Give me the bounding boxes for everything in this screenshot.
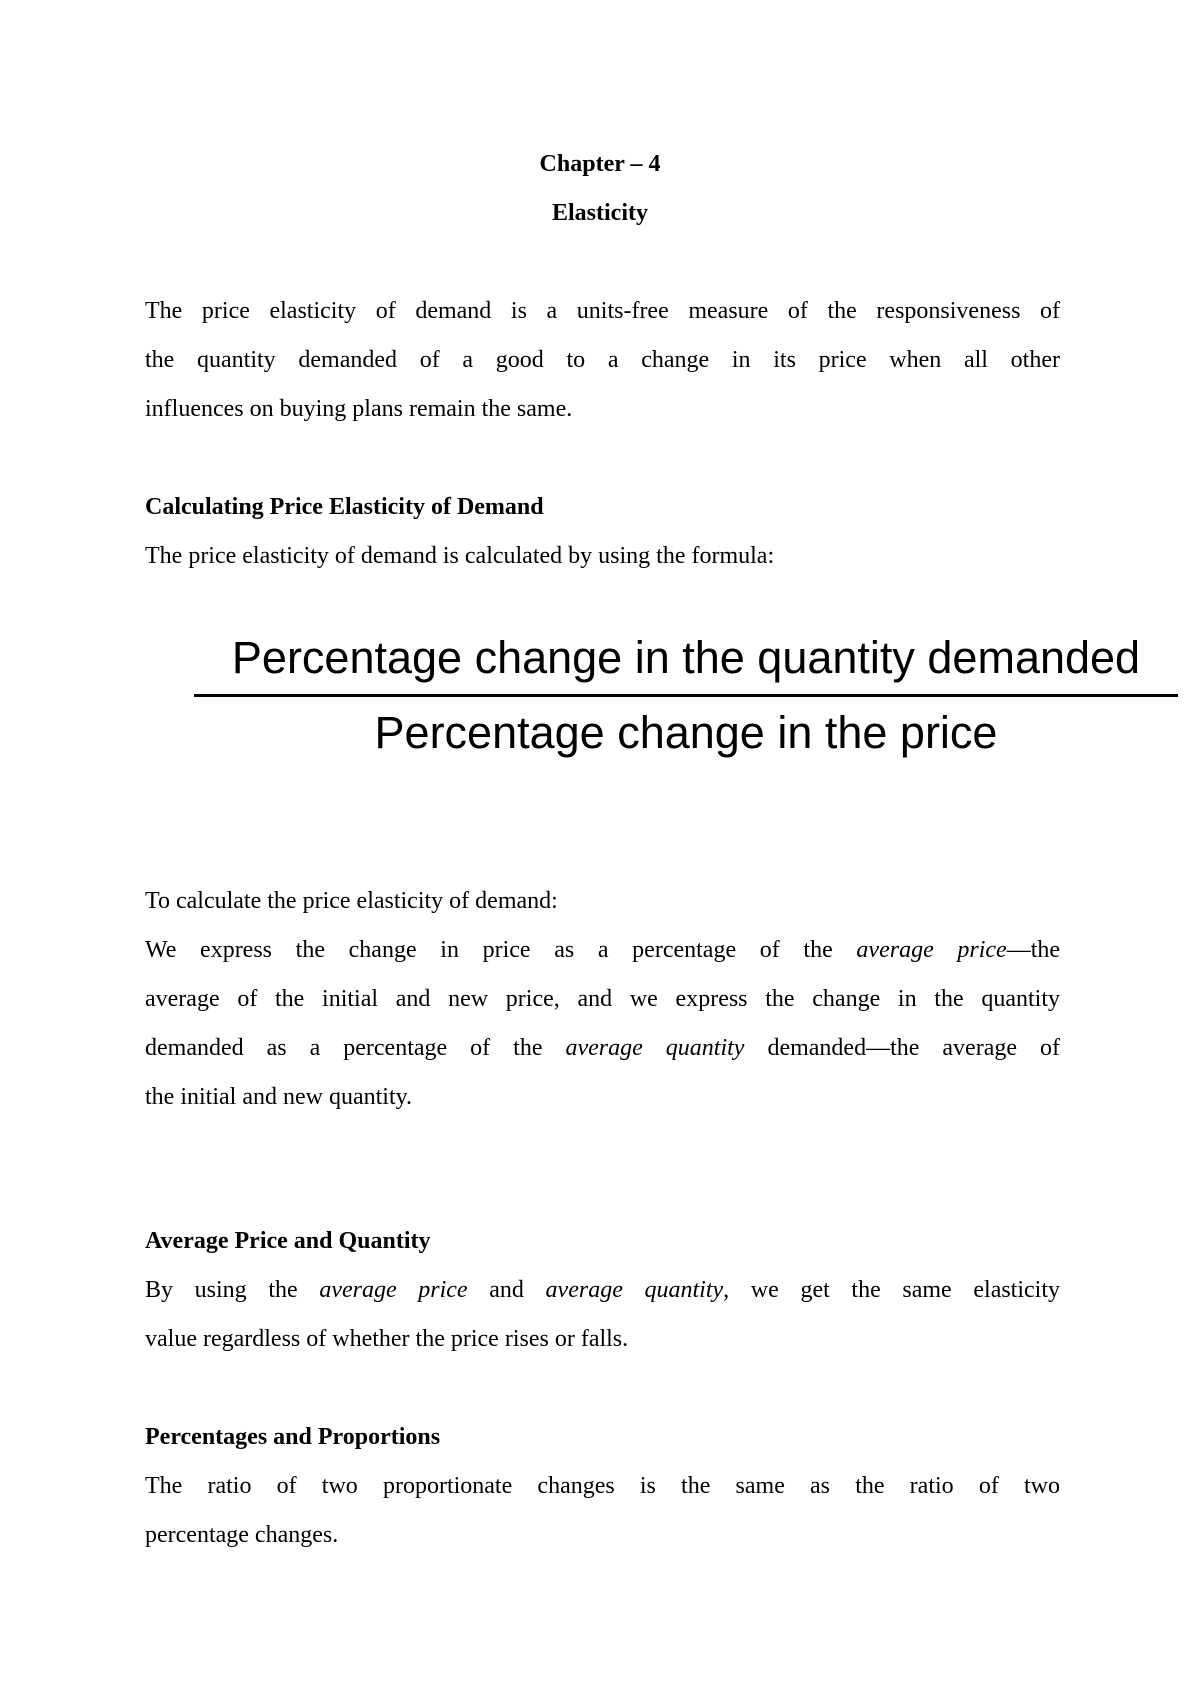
- how-to-line-1-text-b: —the: [1006, 937, 1061, 963]
- formula-numerator: Percentage change in the quantity demanded: [231, 632, 1141, 683]
- average-line-1-text-a: By using the: [145, 1277, 298, 1303]
- how-to-line-1-text-a: We express the change in price as a percentage of the: [145, 937, 833, 963]
- percentages-line-1: The ratio of two proportionate changes is the same as the ratio of two: [145, 1473, 1060, 1499]
- calculating-heading: Calculating Price Elasticity of Demand: [145, 494, 544, 520]
- chapter-heading: Chapter – 4: [539, 151, 661, 177]
- how-to-line-1: [145, 934, 1060, 966]
- how-to-line-4: the initial and new quantity.: [145, 1084, 413, 1110]
- how-to-line-3-text-a: demanded as a percentage of the: [145, 1035, 543, 1061]
- percentages-line-2: percentage changes.: [145, 1522, 339, 1548]
- chapter-title: Elasticity: [552, 200, 648, 226]
- average-line-1-italic-1: average price: [319, 1277, 468, 1303]
- intro-line-2: the quantity demanded of a good to a change in its price when all other: [145, 347, 1060, 373]
- formula-fraction-bar: [194, 694, 1178, 697]
- how-to-line-2: average of the initial and new price, and we express the change in the quantity: [145, 986, 1060, 1012]
- formula-denominator: Percentage change in the price: [374, 707, 998, 758]
- intro-line-3: influences on buying plans remain the same.: [145, 396, 573, 422]
- average-line-1-text-c: , we get the same elasticity: [723, 1277, 1061, 1303]
- average-line-1-text-b: and: [489, 1277, 524, 1303]
- how-to-lead: To calculate the price elasticity of demand:: [145, 888, 558, 914]
- calculating-text: The price elasticity of demand is calculated by using the formula:: [145, 543, 775, 569]
- average-line-1: [145, 1274, 1060, 1306]
- how-to-line-3-text-b: demanded—the average of: [767, 1035, 1060, 1061]
- average-line-2: value regardless of whether the price rises or falls.: [145, 1326, 629, 1352]
- elasticity-formula: [194, 630, 1178, 761]
- percentages-heading: Percentages and Proportions: [145, 1424, 441, 1450]
- average-line-1-italic-2: average quantity: [545, 1277, 724, 1303]
- how-to-line-1-italic: average price: [856, 937, 1007, 963]
- how-to-line-3-italic: average quantity: [565, 1035, 745, 1061]
- average-heading: Average Price and Quantity: [145, 1228, 431, 1254]
- intro-line-1: The price elasticity of demand is a units-free measure of the responsiveness of: [145, 298, 1060, 324]
- how-to-line-3: [145, 1032, 1060, 1064]
